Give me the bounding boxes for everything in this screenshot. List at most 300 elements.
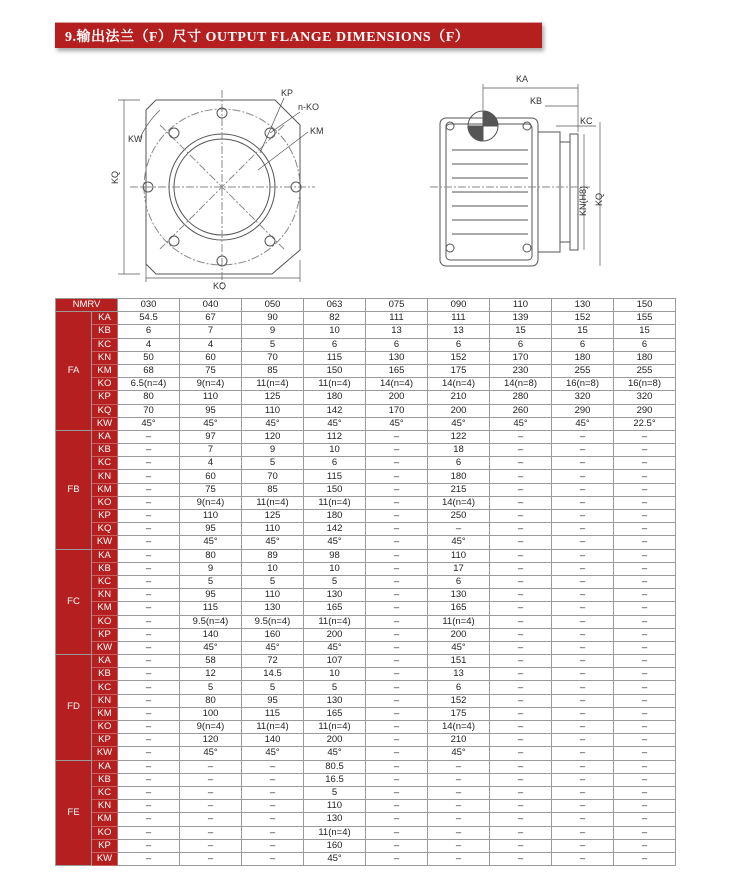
table-cell: – <box>366 641 428 654</box>
table-cell: – <box>552 575 614 588</box>
table-cell: – <box>118 628 180 641</box>
table-cell: 9 <box>242 325 304 338</box>
table-cell: 11(n=4) <box>304 496 366 509</box>
table-cell: – <box>242 760 304 773</box>
table-cell: – <box>552 773 614 786</box>
table-cell: – <box>118 813 180 826</box>
dimensions-table <box>55 298 676 866</box>
table-cell: 45° <box>428 536 490 549</box>
table-cell: – <box>614 786 676 799</box>
table-cell: – <box>118 549 180 562</box>
table-cell: 320 <box>552 391 614 404</box>
table-cell: 11(n=4) <box>304 826 366 839</box>
table-cell: – <box>490 694 552 707</box>
side-view <box>430 84 600 266</box>
table-cell: 115 <box>180 602 242 615</box>
dimension-code: KP <box>92 839 118 852</box>
table-cell: – <box>118 655 180 668</box>
table-cell: – <box>428 800 490 813</box>
table-cell: 60 <box>180 470 242 483</box>
table-cell: 75 <box>180 364 242 377</box>
table-row <box>56 523 676 536</box>
dimension-code: KB <box>92 562 118 575</box>
table-cell: 151 <box>428 655 490 668</box>
table-cell: – <box>118 681 180 694</box>
table-cell: 280 <box>490 391 552 404</box>
table-cell: – <box>118 470 180 483</box>
table-cell: – <box>490 536 552 549</box>
table-cell: 6 <box>490 338 552 351</box>
table-cell: 110 <box>242 404 304 417</box>
table-cell: 130 <box>304 589 366 602</box>
table-cell: 110 <box>304 800 366 813</box>
table-cell: – <box>490 430 552 443</box>
table-cell: – <box>242 786 304 799</box>
side-label-kn: KN(H8) <box>578 185 588 216</box>
table-row <box>56 813 676 826</box>
table-cell: – <box>180 773 242 786</box>
table-cell: – <box>614 668 676 681</box>
dimension-code: KN <box>92 351 118 364</box>
table-cell: – <box>552 483 614 496</box>
table-cell: – <box>118 734 180 747</box>
table-cell: – <box>366 589 428 602</box>
front-view <box>118 90 315 285</box>
table-cell: – <box>118 444 180 457</box>
header-size-4: 075 <box>366 299 428 312</box>
front-label-km: KM <box>310 126 324 136</box>
side-label-kb: KB <box>530 96 543 106</box>
table-cell: 115 <box>304 351 366 364</box>
table-cell: – <box>118 575 180 588</box>
dimension-code: KN <box>92 800 118 813</box>
table-cell: – <box>614 562 676 575</box>
table-cell: – <box>614 655 676 668</box>
table-cell: – <box>552 523 614 536</box>
table-cell: 142 <box>304 523 366 536</box>
table-row <box>56 575 676 588</box>
table-cell: 72 <box>242 655 304 668</box>
table-cell: 115 <box>242 707 304 720</box>
table-cell: – <box>490 747 552 760</box>
table-cell: – <box>490 470 552 483</box>
table-row <box>56 628 676 641</box>
table-cell: – <box>242 773 304 786</box>
table-cell: – <box>428 773 490 786</box>
table-row <box>56 312 676 325</box>
table-cell: – <box>614 721 676 734</box>
table-cell: – <box>490 510 552 523</box>
table-cell: 5 <box>304 575 366 588</box>
table-cell: 6 <box>614 338 676 351</box>
dimension-code: KW <box>92 641 118 654</box>
table-cell: 175 <box>428 364 490 377</box>
table-cell: – <box>552 641 614 654</box>
table-cell: 15 <box>614 325 676 338</box>
table-cell: 110 <box>242 523 304 536</box>
table-cell: 11(n=4) <box>242 496 304 509</box>
table-cell: – <box>180 813 242 826</box>
table-cell: 4 <box>180 338 242 351</box>
table-cell: 170 <box>366 404 428 417</box>
table-cell: 200 <box>366 391 428 404</box>
table-row <box>56 681 676 694</box>
table-cell: 45° <box>552 417 614 430</box>
table-cell: 290 <box>614 404 676 417</box>
table-cell: 22.5° <box>614 417 676 430</box>
table-cell: 45° <box>428 641 490 654</box>
table-cell: – <box>552 510 614 523</box>
table-cell: – <box>118 826 180 839</box>
table-cell: – <box>614 839 676 852</box>
table-row <box>56 457 676 470</box>
table-cell: – <box>118 800 180 813</box>
header-size-0: 030 <box>118 299 180 312</box>
dimension-code: KO <box>92 496 118 509</box>
table-row <box>56 391 676 404</box>
table-cell: 45° <box>180 747 242 760</box>
table-cell: – <box>614 470 676 483</box>
table-cell: 9 <box>180 562 242 575</box>
table-cell: – <box>242 852 304 865</box>
table-row <box>56 800 676 813</box>
table-cell: 13 <box>428 325 490 338</box>
table-cell: – <box>490 483 552 496</box>
table-cell: 6 <box>304 338 366 351</box>
table-cell: – <box>428 523 490 536</box>
table-cell: – <box>366 852 428 865</box>
table-cell: – <box>428 813 490 826</box>
table-cell: 10 <box>304 668 366 681</box>
dimension-code: KW <box>92 536 118 549</box>
dimension-code: KA <box>92 655 118 668</box>
table-cell: – <box>614 760 676 773</box>
table-cell: – <box>366 800 428 813</box>
table-cell: – <box>366 628 428 641</box>
dimension-code: KA <box>92 549 118 562</box>
table-cell: – <box>242 800 304 813</box>
header-corner-label: NMRV <box>56 299 118 312</box>
table-cell: – <box>366 707 428 720</box>
table-cell: 11(n=4) <box>242 378 304 391</box>
table-cell: – <box>490 589 552 602</box>
table-cell: 142 <box>304 404 366 417</box>
table-cell: 60 <box>180 351 242 364</box>
table-cell: 5 <box>180 575 242 588</box>
side-label-kq: KQ <box>594 192 604 206</box>
table-cell: – <box>242 813 304 826</box>
table-cell: – <box>180 800 242 813</box>
table-cell: – <box>552 444 614 457</box>
table-cell: – <box>490 655 552 668</box>
table-header-row <box>56 299 676 312</box>
table-cell: 75 <box>180 483 242 496</box>
table-cell: – <box>614 852 676 865</box>
table-cell: – <box>552 602 614 615</box>
front-label-nko: n-KO <box>298 102 320 112</box>
table-cell: 165 <box>304 602 366 615</box>
table-cell: – <box>366 602 428 615</box>
table-cell: – <box>552 470 614 483</box>
table-cell: – <box>614 496 676 509</box>
table-cell: 130 <box>242 602 304 615</box>
table-row <box>56 786 676 799</box>
table-cell: 50 <box>118 351 180 364</box>
dimension-code: KM <box>92 707 118 720</box>
table-cell: – <box>180 760 242 773</box>
dimension-code: KM <box>92 483 118 496</box>
table-cell: 6 <box>366 338 428 351</box>
table-cell: 100 <box>180 707 242 720</box>
table-cell: 14(n=4) <box>428 496 490 509</box>
table-cell: – <box>490 496 552 509</box>
table-cell: – <box>614 641 676 654</box>
table-cell: – <box>552 839 614 852</box>
table-cell: – <box>118 536 180 549</box>
table-cell: – <box>366 523 428 536</box>
dimension-code: KW <box>92 417 118 430</box>
table-cell: – <box>614 444 676 457</box>
table-cell: – <box>490 839 552 852</box>
table-cell: – <box>490 549 552 562</box>
dimension-code: KO <box>92 826 118 839</box>
table-cell: – <box>614 615 676 628</box>
table-cell: 115 <box>304 470 366 483</box>
dimension-code: KP <box>92 734 118 747</box>
table-cell: 85 <box>242 364 304 377</box>
table-cell: 10 <box>304 562 366 575</box>
table-cell: – <box>490 773 552 786</box>
dimension-code: KO <box>92 378 118 391</box>
table-cell: – <box>366 483 428 496</box>
table-cell: – <box>614 602 676 615</box>
dimension-code: KM <box>92 813 118 826</box>
table-cell: 14.5 <box>242 668 304 681</box>
table-cell: 18 <box>428 444 490 457</box>
table-cell: 6 <box>428 681 490 694</box>
table-cell: – <box>180 826 242 839</box>
table-row <box>56 364 676 377</box>
table-cell: 112 <box>304 430 366 443</box>
table-cell: 5 <box>304 786 366 799</box>
table-cell: 4 <box>180 457 242 470</box>
table-cell: 320 <box>614 391 676 404</box>
table-cell: 6 <box>118 325 180 338</box>
table-cell: 17 <box>428 562 490 575</box>
table-cell: 7 <box>180 444 242 457</box>
table-cell: – <box>118 773 180 786</box>
table-row <box>56 444 676 457</box>
group-label: FC <box>56 549 92 655</box>
table-cell: 45° <box>304 852 366 865</box>
table-cell: – <box>366 747 428 760</box>
table-cell: 200 <box>428 404 490 417</box>
table-cell: 255 <box>552 364 614 377</box>
table-cell: 13 <box>366 325 428 338</box>
table-cell: 110 <box>180 510 242 523</box>
table-cell: 58 <box>180 655 242 668</box>
table-cell: – <box>366 496 428 509</box>
table-cell: 260 <box>490 404 552 417</box>
table-cell: 80.5 <box>304 760 366 773</box>
table-cell: 45° <box>366 417 428 430</box>
dimension-code: KP <box>92 628 118 641</box>
table-cell: – <box>428 839 490 852</box>
table-cell: 12 <box>180 668 242 681</box>
table-cell: 45° <box>490 417 552 430</box>
table-cell: 90 <box>242 312 304 325</box>
dimension-code: KB <box>92 444 118 457</box>
table-cell: 125 <box>242 391 304 404</box>
table-cell: – <box>366 615 428 628</box>
table-cell: – <box>552 721 614 734</box>
table-cell: – <box>118 589 180 602</box>
table-cell: 139 <box>490 312 552 325</box>
table-cell: 10 <box>304 325 366 338</box>
table-cell: – <box>366 457 428 470</box>
table-cell: – <box>614 694 676 707</box>
dimension-code: KN <box>92 470 118 483</box>
front-label-kp: KP <box>281 88 294 98</box>
dimension-code: KC <box>92 681 118 694</box>
dimension-code: KP <box>92 510 118 523</box>
dimension-code: KC <box>92 338 118 351</box>
table-cell: 16(n=8) <box>552 378 614 391</box>
table-cell: 5 <box>242 575 304 588</box>
table-cell: 5 <box>242 457 304 470</box>
table-cell: 10 <box>304 444 366 457</box>
header-size-7: 130 <box>552 299 614 312</box>
table-cell: – <box>490 734 552 747</box>
table-row <box>56 826 676 839</box>
table-row <box>56 378 676 391</box>
table-cell: 6 <box>428 575 490 588</box>
table-cell: – <box>490 575 552 588</box>
table-cell: 45° <box>180 536 242 549</box>
table-row <box>56 483 676 496</box>
table-cell: 45° <box>304 747 366 760</box>
table-cell: – <box>552 430 614 443</box>
table-cell: 45° <box>180 417 242 430</box>
table-cell: – <box>428 786 490 799</box>
table-cell: 130 <box>428 589 490 602</box>
table-cell: – <box>614 707 676 720</box>
table-cell: 110 <box>180 391 242 404</box>
table-cell: – <box>366 826 428 839</box>
table-cell: – <box>552 615 614 628</box>
table-cell: – <box>490 615 552 628</box>
table-cell: – <box>552 628 614 641</box>
table-cell: – <box>118 496 180 509</box>
table-cell: – <box>366 773 428 786</box>
table-cell: 9.5(n=4) <box>242 615 304 628</box>
table-cell: 9(n=4) <box>180 496 242 509</box>
table-cell: – <box>614 773 676 786</box>
table-cell: – <box>366 510 428 523</box>
table-cell: 130 <box>304 694 366 707</box>
table-row <box>56 655 676 668</box>
table-cell: 215 <box>428 483 490 496</box>
table-row <box>56 734 676 747</box>
table-row <box>56 338 676 351</box>
table-cell: 200 <box>428 628 490 641</box>
table-cell: 165 <box>304 707 366 720</box>
table-cell: – <box>552 786 614 799</box>
table-cell: 95 <box>180 589 242 602</box>
table-cell: 45° <box>118 417 180 430</box>
table-cell: – <box>490 813 552 826</box>
dimension-code: KP <box>92 391 118 404</box>
table-row <box>56 641 676 654</box>
header-size-2: 050 <box>242 299 304 312</box>
table-cell: – <box>490 444 552 457</box>
table-cell: – <box>118 602 180 615</box>
table-cell: 7 <box>180 325 242 338</box>
table-cell: – <box>552 536 614 549</box>
dimension-code: KA <box>92 430 118 443</box>
table-cell: – <box>490 852 552 865</box>
table-cell: – <box>552 457 614 470</box>
table-cell: 68 <box>118 364 180 377</box>
table-cell: – <box>242 839 304 852</box>
table-cell: – <box>614 628 676 641</box>
table-cell: 95 <box>180 404 242 417</box>
dimension-code: KN <box>92 589 118 602</box>
table-row <box>56 707 676 720</box>
table-cell: 54.5 <box>118 312 180 325</box>
table-row <box>56 852 676 865</box>
dimension-code: KQ <box>92 523 118 536</box>
table-cell: 120 <box>180 734 242 747</box>
table-cell: 6 <box>428 457 490 470</box>
dimension-code: KW <box>92 747 118 760</box>
table-cell: 175 <box>428 707 490 720</box>
table-cell: 4 <box>118 338 180 351</box>
group-label: FA <box>56 312 92 431</box>
table-cell: 200 <box>304 628 366 641</box>
table-row <box>56 549 676 562</box>
table-cell: – <box>366 655 428 668</box>
table-cell: 14(n=4) <box>366 378 428 391</box>
table-cell: – <box>614 813 676 826</box>
table-cell: – <box>180 839 242 852</box>
table-cell: 14(n=4) <box>428 378 490 391</box>
table-cell: 9 <box>242 444 304 457</box>
table-cell: – <box>118 721 180 734</box>
table-row <box>56 470 676 483</box>
table-cell: 95 <box>180 523 242 536</box>
table-cell: – <box>366 549 428 562</box>
table-row <box>56 602 676 615</box>
table-cell: – <box>490 523 552 536</box>
table-cell: 160 <box>242 628 304 641</box>
table-cell: 45° <box>242 641 304 654</box>
table-cell: – <box>614 589 676 602</box>
table-cell: 170 <box>490 351 552 364</box>
table-cell: 9.5(n=4) <box>180 615 242 628</box>
table-cell: 11(n=4) <box>428 615 490 628</box>
table-cell: 150 <box>304 364 366 377</box>
table-row <box>56 760 676 773</box>
table-cell: 110 <box>242 589 304 602</box>
table-cell: – <box>552 681 614 694</box>
table-cell: – <box>366 668 428 681</box>
table-cell: 80 <box>180 549 242 562</box>
table-cell: 210 <box>428 734 490 747</box>
table-cell: – <box>118 747 180 760</box>
table-cell: 165 <box>428 602 490 615</box>
table-cell: 130 <box>366 351 428 364</box>
